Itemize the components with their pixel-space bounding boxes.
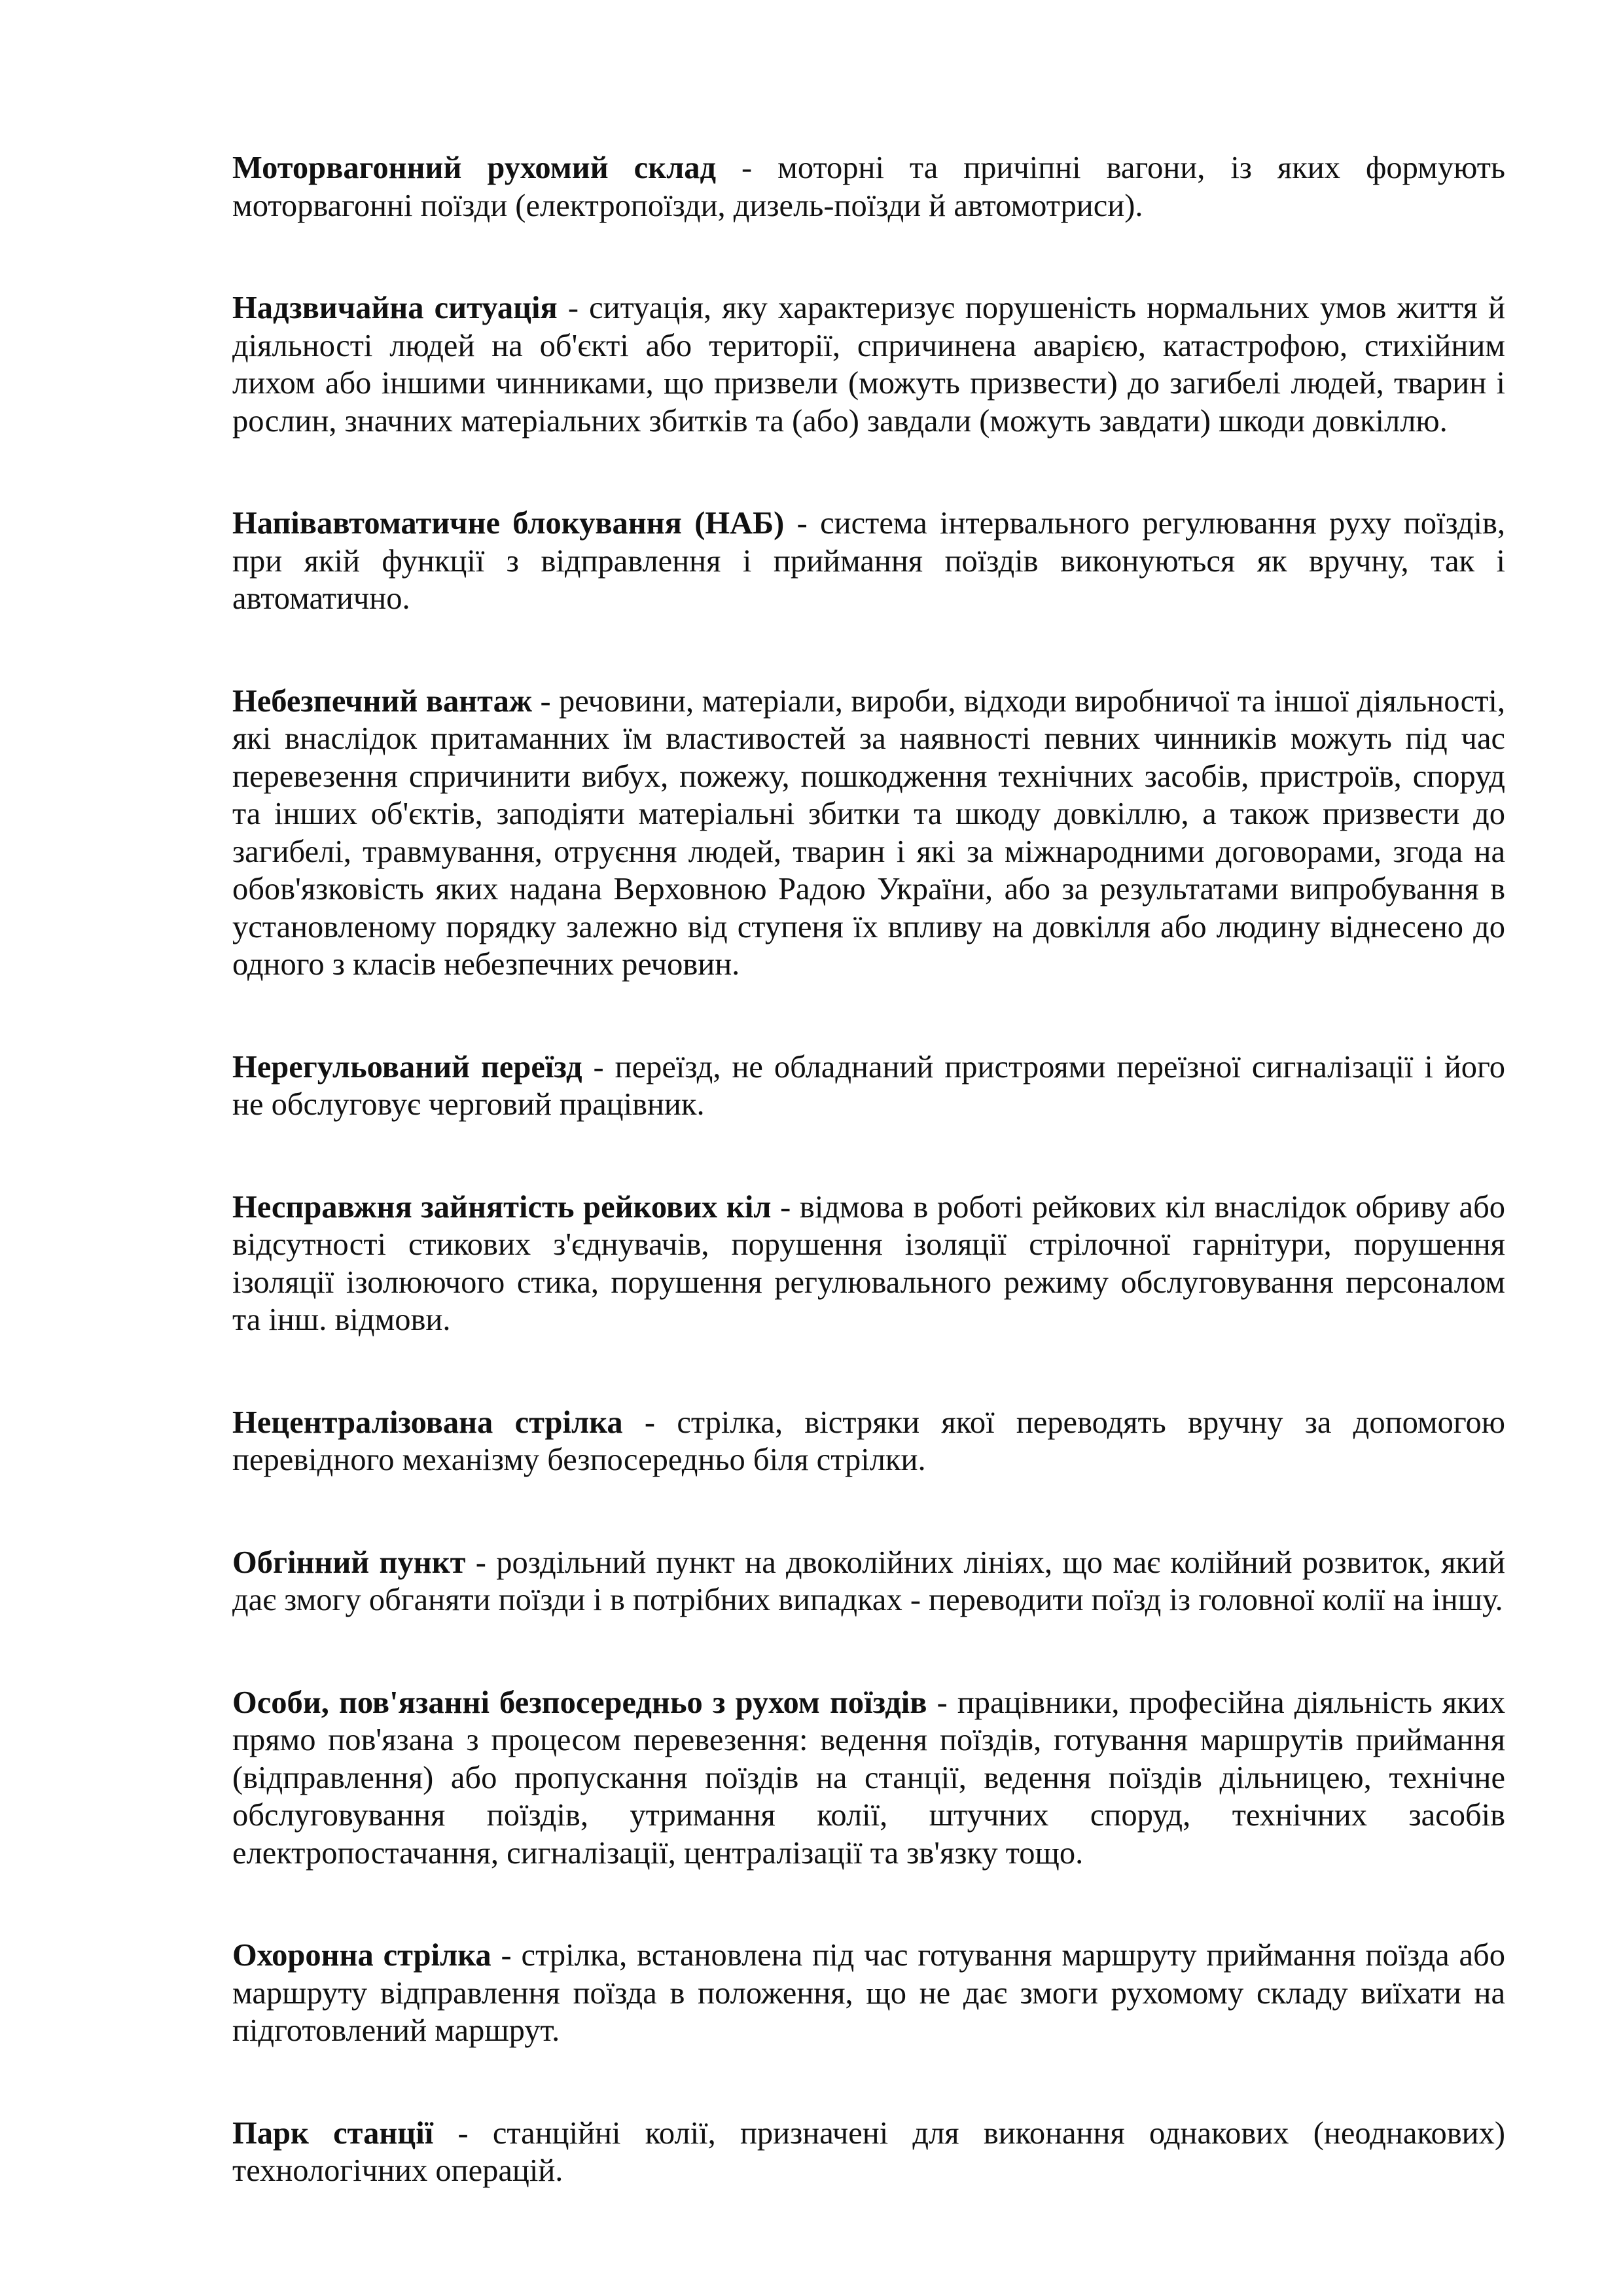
term: Нецентралізована стрілка	[232, 1405, 623, 1440]
term: Надзвичайна ситуація	[232, 291, 558, 325]
glossary-entry-unregulated-crossing	[232, 1049, 1505, 1124]
term: Моторвагонний рухомий склад	[232, 151, 717, 185]
definition: - роздільний пункт на двоколійних лініях, що має колійний розвиток, який дає змогу обганяти поїзди і в потрібних випадках - переводити поїзд із головної колії на іншу.	[232, 1545, 1505, 1617]
glossary-entry-dangerous-cargo	[232, 683, 1505, 984]
definition: - станційні колії, призначені для виконання однакових (неоднакових) технологічних операцій.	[232, 2115, 1505, 2188]
term: Особи, пов'язанні безпосередньо з рухом поїздів	[232, 1685, 927, 1720]
glossary-entry-non-centralized-switch	[232, 1404, 1505, 1479]
document-page	[232, 149, 1505, 2255]
definition: - переїзд, не обладнаний пристроями переїзної сигналізації і його не обслуговує черговий працівник.	[232, 1049, 1505, 1122]
definition: - стрілка, вістряки якої переводять вручну за допомогою перевідного механізму безпосередньо біля стрілки.	[232, 1405, 1506, 1477]
definition: - ситуація, яку характеризує порушеність нормальних умов життя й діяльності людей на об'єкті або території, спричинена аварією, катастрофою, стихійним лихом або іншими чинниками, що призвели (можуть призвести) до загибелі людей, тварин і рослин, значних матеріальних збитків та (або) завдали (можуть завдати) шкоди довкіллю.	[232, 291, 1505, 439]
term: Обгінний пункт	[232, 1545, 466, 1580]
definition: - відмова в роботі рейкових кіл внаслідок обриву або відсутності стикових з'єднувачів, порушення ізоляції стрілочної гарнітури, порушення ізоляції ізолюючого стика, порушення регулювального режиму обслуговування персоналом та інш. відмови.	[232, 1189, 1506, 1337]
glossary-entry-train-movement-persons	[232, 1684, 1505, 1873]
term: Парк станції	[232, 2115, 434, 2151]
glossary-entry-emergency-situation	[232, 289, 1505, 440]
term: Небезпечний вантаж	[232, 683, 532, 719]
definition: - речовини, матеріали, вироби, відходи виробничої та іншої діяльності, які внаслідок притаманних їм властивостей за наявності певних чинників можуть під час перевезення спричинити вибух, пожежу, пошкодження технічних засобів, пристроїв, споруд та інших об'єктів, заподіяти матеріальні збитки та шкоду довкіллю, а також призвести до загибелі, травмування, отруєння людей, тварин і які за міжнародними договорами, згода на обов'язковість яких надана Верховною Радою України, або за результатами випробування в установленому порядку залежно від ступеня їх впливу на довкілля або людину віднесено до одного з класів небезпечних речовин.	[232, 683, 1505, 982]
glossary-entry-station-yard	[232, 2115, 1505, 2190]
definition: - моторні та причіпні вагони, із яких формують моторвагонні поїзди (електропоїзди, дизель-поїзди й автомотриси).	[232, 151, 1506, 223]
definition: - працівники, професійна діяльність яких прямо пов'язана з процесом перевезення: ведення поїздів, готування маршрутів приймання (відправлення) або пропускання поїздів на станції, ведення поїздів дільницею, технічне обслуговування поїздів, утримання колії, штучних споруд, технічних засобів електропостачання, сигналізації, централізації та зв'язку тощо.	[232, 1685, 1506, 1871]
definition: - система інтервального регулювання руху поїздів, при якій функції з відправлення і приймання поїздів виконуються як вручну, так і автоматично.	[232, 506, 1505, 616]
glossary-entry-protective-switch	[232, 1937, 1505, 2050]
glossary-entry-overtaking-point	[232, 1544, 1505, 1619]
glossary-entry-semi-automatic-blocking	[232, 505, 1505, 618]
definition: - стрілка, встановлена під час готування маршруту приймання поїзда або маршруту відправлення поїзда в положення, що не дає змоги рухомому складу виїхати на підготовлений маршрут.	[232, 1938, 1505, 2048]
glossary-entry-motor-rolling-stock	[232, 149, 1505, 224]
term: Несправжня зайнятість рейкових кіл	[232, 1189, 772, 1225]
term: Напівавтоматичне блокування (НАБ)	[232, 506, 785, 541]
term: Нерегульований переїзд	[232, 1049, 582, 1085]
term: Охоронна стрілка	[232, 1938, 491, 1973]
glossary-entry-false-track-circuit-occupancy	[232, 1189, 1505, 1339]
